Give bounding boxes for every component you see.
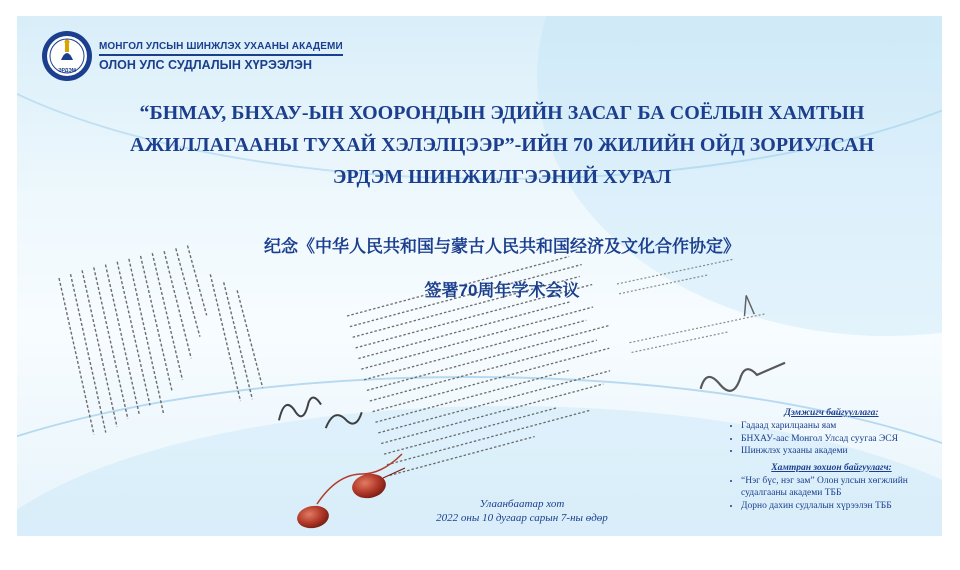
wax-seals: [295, 454, 405, 531]
venue: Улаанбаатар хот: [479, 498, 565, 510]
divider: [99, 54, 343, 56]
co-organizers-heading: Хамтран зохион байгуулагч:: [771, 462, 892, 473]
conference-banner: [17, 16, 942, 536]
title-line: “БНМАУ, БНХАУ-ЫН ХООРОНДЫН ЭДИЙН ЗАСАГ БА СОЁЛЫН ХАМТЫН: [139, 102, 865, 124]
list-item: • Дорно дахин судлалын хүрээлэн ТББ: [741, 500, 934, 513]
title-line: 签署70周年学术会议: [424, 281, 580, 300]
list-item: • БНХАУ-аас Монгол Улсад суугаа ЭСЯ: [741, 433, 934, 446]
seal-caption: ЭРДЭМ: [58, 68, 76, 74]
title-line: 纪念《中华人民共和国与蒙古人民共和国经济及文化合作协定》: [264, 237, 740, 256]
organizers-panel: [729, 408, 934, 512]
list-item: • Гадаад харилцааны яам: [741, 420, 934, 433]
event-date: 2022 оны 10 дугаар сарын 7-ны өдөр: [436, 512, 608, 524]
conference-title-mongolian: [122, 97, 882, 193]
academy-seal-icon: [41, 30, 93, 82]
list-item: • “Нэг бүс, нэг зам” Олон улсын хөгжлийн судалгааны академи ТББ: [741, 475, 934, 500]
venue-and-date: [397, 497, 647, 525]
academy-name: МОНГОЛ УЛСЫН ШИНЖЛЭХ УХААНЫ АКАДЕМИ: [99, 40, 343, 52]
list-item: • Шинжлэх ухааны академи: [741, 445, 934, 458]
institute-logo: [41, 30, 343, 82]
institute-title: ОЛОН УЛС СУДЛАЛЫН ХҮРЭЭЛЭН: [99, 57, 312, 72]
co-organizers-list: [729, 475, 934, 513]
title-line: АЖИЛЛАГААНЫ ТУХАЙ ХЭЛЭЛЦЭЭР”-ИЙН 70 ЖИЛИЙН ОЙД ЗОРИУЛСАН: [130, 134, 874, 156]
title-line: ЭРДЭМ ШИНЖИЛГЭЭНИЙ ХУРАЛ: [332, 166, 672, 188]
supporting-organizations-list: [729, 420, 934, 458]
supporting-organizations-heading: Дэмжигч байгууллага:: [784, 408, 879, 418]
conference-title-chinese: [122, 225, 882, 313]
institute-name: [99, 41, 343, 72]
